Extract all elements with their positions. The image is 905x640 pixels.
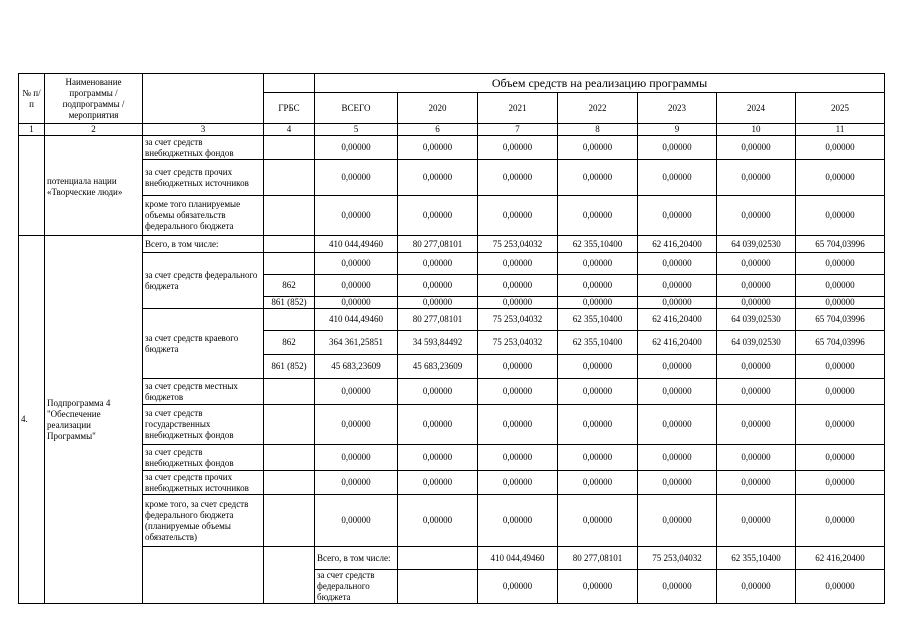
grbs-cell (264, 160, 315, 196)
value-cell: 64 039,02530 (717, 309, 796, 331)
value-cell: 62 416,20400 (638, 236, 717, 253)
grbs-cell (398, 570, 478, 604)
grbs-cell (264, 445, 315, 471)
value-cell: 0,00000 (638, 160, 717, 196)
value-cell: 45 683,23609 (315, 355, 398, 379)
value-cell: 0,00000 (796, 355, 885, 379)
value-cell: 0,00000 (315, 495, 398, 547)
source-cell: Всего, в том числе: (315, 547, 398, 570)
value-cell: 0,00000 (717, 160, 796, 196)
header-year: 2020 (398, 93, 478, 124)
value-cell: 65 704,03996 (796, 236, 885, 253)
table-row (19, 405, 885, 445)
table-row (19, 547, 885, 570)
value-cell: 0,00000 (717, 196, 796, 236)
value-cell: 0,00000 (796, 196, 885, 236)
grbs-cell: 862 (264, 275, 315, 297)
header-name: Наименование программы / подпрограммы / мероприятия (45, 74, 143, 124)
value-cell: 34 593,84492 (398, 331, 478, 355)
value-cell: 0,00000 (558, 379, 638, 405)
value-cell: 0,00000 (398, 196, 478, 236)
grbs-cell (264, 309, 315, 331)
value-cell: 410 044,49460 (315, 309, 398, 331)
value-cell: 0,00000 (638, 445, 717, 471)
grbs-cell (264, 405, 315, 445)
grbs-cell (264, 495, 315, 547)
table-row (19, 445, 885, 471)
value-cell: 0,00000 (796, 160, 885, 196)
header-number: № п/п (19, 74, 45, 124)
source-cell: Всего, в том числе: (143, 236, 264, 253)
source-cell: за счет средств федерального бюджета (143, 253, 264, 309)
value-cell: 0,00000 (717, 471, 796, 495)
value-cell: 65 704,03996 (796, 309, 885, 331)
value-cell: 0,00000 (478, 445, 558, 471)
table-row (19, 379, 885, 405)
source-cell: за счет средств государственных внебюджетных фондов (143, 405, 264, 445)
value-cell: 80 277,08101 (398, 309, 478, 331)
grbs-cell (264, 236, 315, 253)
source-cell: за счет средств внебюджетных фондов (143, 445, 264, 471)
column-index: 9 (638, 124, 717, 136)
program-name: потенциала нации «Творческие люди» (45, 136, 143, 236)
value-cell: 0,00000 (478, 405, 558, 445)
value-cell: 0,00000 (315, 445, 398, 471)
value-cell: 0,00000 (478, 495, 558, 547)
value-cell: 0,00000 (638, 136, 717, 160)
value-cell: 364 361,25851 (315, 331, 398, 355)
value-cell: 75 253,04032 (478, 309, 558, 331)
value-cell: 0,00000 (717, 405, 796, 445)
value-cell: 0,00000 (717, 297, 796, 309)
grbs-cell (264, 196, 315, 236)
value-cell: 0,00000 (558, 275, 638, 297)
value-cell: 62 416,20400 (796, 547, 885, 570)
header-year: 2022 (558, 93, 638, 124)
header-grbs: ГРБС (264, 93, 315, 124)
value-cell: 0,00000 (717, 355, 796, 379)
value-cell: 75 253,04032 (478, 331, 558, 355)
value-cell: 0,00000 (315, 275, 398, 297)
value-cell: 65 704,03996 (796, 331, 885, 355)
value-cell: 45 683,23609 (398, 355, 478, 379)
header-total: ВСЕГО (315, 93, 398, 124)
value-cell: 0,00000 (558, 570, 638, 604)
header-year: 2021 (478, 93, 558, 124)
grbs-cell (264, 136, 315, 160)
header-source (143, 74, 264, 124)
value-cell: 0,00000 (796, 136, 885, 160)
grbs-cell (398, 547, 478, 570)
value-cell: 0,00000 (558, 160, 638, 196)
column-index: 11 (796, 124, 885, 136)
value-cell: 64 039,02530 (717, 236, 796, 253)
value-cell: 0,00000 (717, 379, 796, 405)
value-cell: 0,00000 (558, 136, 638, 160)
header-year: 2024 (717, 93, 796, 124)
value-cell: 0,00000 (717, 253, 796, 275)
value-cell: 0,00000 (398, 405, 478, 445)
value-cell: 0,00000 (558, 196, 638, 236)
value-cell: 0,00000 (558, 445, 638, 471)
value-cell: 0,00000 (398, 379, 478, 405)
value-cell: 0,00000 (315, 160, 398, 196)
value-cell: 0,00000 (638, 253, 717, 275)
value-cell: 64 039,02530 (717, 331, 796, 355)
value-cell: 0,00000 (398, 445, 478, 471)
column-index: 4 (264, 124, 315, 136)
value-cell: 0,00000 (478, 297, 558, 309)
value-cell: 0,00000 (717, 445, 796, 471)
column-index: 8 (558, 124, 638, 136)
value-cell: 0,00000 (796, 379, 885, 405)
grbs-cell (264, 253, 315, 275)
header-year: 2025 (796, 93, 885, 124)
table-row (19, 471, 885, 495)
header-year: 2023 (638, 93, 717, 124)
value-cell: 0,00000 (478, 196, 558, 236)
value-cell: 0,00000 (558, 471, 638, 495)
value-cell: 0,00000 (478, 160, 558, 196)
value-cell: 0,00000 (638, 495, 717, 547)
value-cell: 75 253,04032 (478, 236, 558, 253)
value-cell: 0,00000 (478, 379, 558, 405)
value-cell: 0,00000 (558, 495, 638, 547)
value-cell: 0,00000 (796, 570, 885, 604)
value-cell: 0,00000 (796, 297, 885, 309)
value-cell: 0,00000 (478, 253, 558, 275)
value-cell: 0,00000 (796, 471, 885, 495)
value-cell: 0,00000 (717, 275, 796, 297)
value-cell: 0,00000 (478, 275, 558, 297)
budget-table-viewport[interactable] (18, 73, 884, 602)
value-cell: 0,00000 (558, 405, 638, 445)
budget-table (18, 73, 885, 604)
column-index: 10 (717, 124, 796, 136)
column-index: 1 (19, 124, 45, 136)
index-row (19, 124, 885, 136)
value-cell: 62 416,20400 (638, 309, 717, 331)
value-cell: 0,00000 (398, 471, 478, 495)
table-row (19, 253, 885, 275)
value-cell: 80 277,08101 (558, 547, 638, 570)
value-cell: 0,00000 (558, 297, 638, 309)
column-index: 5 (315, 124, 398, 136)
value-cell: 0,00000 (558, 355, 638, 379)
value-cell: 0,00000 (398, 275, 478, 297)
value-cell: 0,00000 (638, 570, 717, 604)
value-cell: 0,00000 (315, 379, 398, 405)
column-index: 2 (45, 124, 143, 136)
grbs-cell: 862 (264, 331, 315, 355)
table-row (19, 309, 885, 331)
program-name (264, 547, 315, 604)
value-cell: 62 355,10400 (558, 309, 638, 331)
source-cell: за счет средств внебюджетных фондов (143, 136, 264, 160)
value-cell: 62 355,10400 (717, 547, 796, 570)
value-cell: 0,00000 (638, 275, 717, 297)
value-cell: 0,00000 (398, 253, 478, 275)
value-cell: 80 277,08101 (398, 236, 478, 253)
value-cell: 0,00000 (638, 196, 717, 236)
source-cell: за счет средств местных бюджетов (143, 379, 264, 405)
value-cell: 0,00000 (315, 253, 398, 275)
value-cell: 0,00000 (796, 495, 885, 547)
number-cell: 4. (19, 236, 45, 604)
program-name: Подпрограмма 4 "Обеспечение реализации Программы" (45, 236, 143, 604)
value-cell: 0,00000 (638, 355, 717, 379)
value-cell: 0,00000 (796, 405, 885, 445)
number-cell (19, 136, 45, 236)
value-cell: 0,00000 (315, 297, 398, 309)
table-row (19, 495, 885, 547)
value-cell: 62 416,20400 (638, 331, 717, 355)
value-cell: 0,00000 (717, 495, 796, 547)
value-cell: 75 253,04032 (638, 547, 717, 570)
source-cell: кроме того планируемые объемы обязательств федерального бюджета (143, 196, 264, 236)
value-cell: 0,00000 (398, 160, 478, 196)
value-cell: 0,00000 (398, 136, 478, 160)
value-cell: 0,00000 (315, 405, 398, 445)
value-cell: 0,00000 (796, 253, 885, 275)
value-cell: 62 355,10400 (558, 331, 638, 355)
value-cell: 0,00000 (478, 570, 558, 604)
grbs-cell: 861 (852) (264, 355, 315, 379)
value-cell: 0,00000 (638, 471, 717, 495)
value-cell: 0,00000 (478, 355, 558, 379)
value-cell: 0,00000 (638, 405, 717, 445)
header-row (19, 74, 885, 93)
value-cell: 0,00000 (796, 275, 885, 297)
grbs-cell: 861 (852) (264, 297, 315, 309)
value-cell: 410 044,49460 (478, 547, 558, 570)
table-row (19, 160, 885, 196)
source-cell: за счет средств прочих внебюджетных источников (143, 160, 264, 196)
column-index: 7 (478, 124, 558, 136)
header-grbs-blank (264, 74, 315, 93)
value-cell: 0,00000 (315, 471, 398, 495)
value-cell: 62 355,10400 (558, 236, 638, 253)
value-cell: 0,00000 (315, 136, 398, 160)
grbs-cell (264, 471, 315, 495)
value-cell: 0,00000 (638, 297, 717, 309)
value-cell: 0,00000 (558, 253, 638, 275)
value-cell: 0,00000 (478, 471, 558, 495)
table-row (19, 196, 885, 236)
table-row (19, 136, 885, 160)
value-cell: 0,00000 (315, 196, 398, 236)
source-cell: за счет средств прочих внебюджетных источников (143, 471, 264, 495)
value-cell: 0,00000 (717, 570, 796, 604)
value-cell: 410 044,49460 (315, 236, 398, 253)
table-row (19, 236, 885, 253)
value-cell: 0,00000 (717, 136, 796, 160)
number-cell (143, 547, 264, 604)
value-cell: 0,00000 (478, 136, 558, 160)
column-index: 6 (398, 124, 478, 136)
source-cell: кроме того, за счет средств федерального бюджета (планируемые объемы обязательств) (143, 495, 264, 547)
value-cell: 0,00000 (796, 445, 885, 471)
source-cell: за счет средств краевого бюджета (143, 309, 264, 379)
value-cell: 0,00000 (398, 495, 478, 547)
column-index: 3 (143, 124, 264, 136)
source-cell: за счет средств федерального бюджета (315, 570, 398, 604)
grbs-cell (264, 379, 315, 405)
header-volume-title: Объем средств на реализацию программы (315, 74, 885, 93)
value-cell: 0,00000 (638, 379, 717, 405)
value-cell: 0,00000 (398, 297, 478, 309)
